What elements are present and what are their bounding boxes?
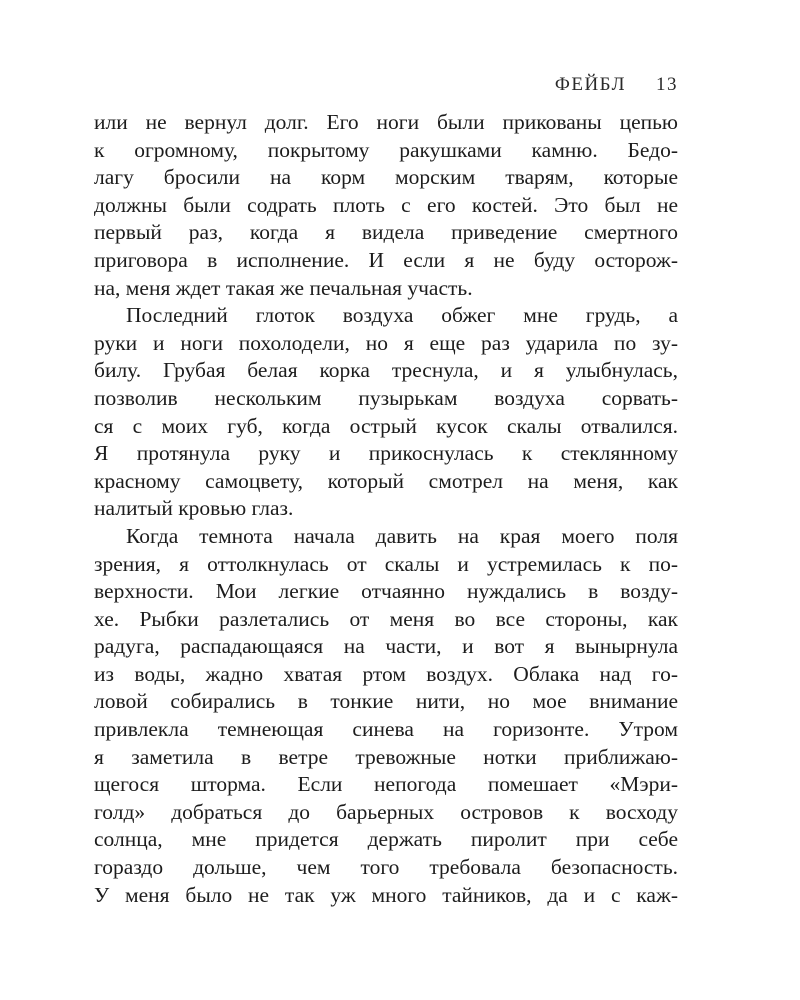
text-line: к огромному, покрытому ракушками камню. Бедо- (94, 137, 678, 162)
paragraph-2 (94, 302, 678, 523)
running-head (555, 74, 678, 96)
text-line: или не вернул долг. Его ноги были прикованы цепью (94, 110, 678, 134)
text-line: радуга, распадающаяся на части, и вот я вынырнула (94, 634, 678, 659)
text-line: Когда темнота начала давить на края моего поля (126, 523, 678, 548)
paragraph-1 (94, 109, 678, 302)
text-line: первый раз, когда я видела приведение смертного (94, 220, 678, 245)
paragraph-3 (94, 523, 678, 909)
text-line: привлекла темнеющая синева на горизонте. Утром (94, 717, 678, 742)
text-line: из воды, жадно хватая ртом воздух. Облака над го- (94, 661, 678, 686)
text-line: лагу бросили на корм морским тварям, которые (94, 165, 678, 190)
text-line: солнца, мне придется держать пиролит при себе (94, 827, 678, 852)
text-line: позволив нескольким пузырькам воздуха сорвать- (94, 385, 678, 410)
text-line: У меня было не так уж много тайников, да и с каж- (94, 882, 678, 907)
page-number: 13 (656, 74, 678, 95)
text-line: билу. Грубая белая корка треснула, и я улыбнулась, (94, 358, 678, 383)
text-line: должны были содрать плоть с его костей. Это был не (94, 192, 678, 217)
text-line: я заметила в ветре тревожные нотки приближаю- (94, 744, 678, 769)
text-line: зрения, я оттолкнулась от скалы и устремилась к по- (94, 551, 678, 576)
text-line: на, меня ждет такая же печальная участь. (94, 275, 473, 300)
body-text (94, 109, 678, 909)
text-line: красному самоцвету, который смотрел на меня, как (94, 468, 678, 493)
text-line: Я протянула руку и прикоснулась к стеклянному (94, 441, 678, 466)
text-line: голд» добраться до барьерных островов к восходу (94, 799, 678, 824)
text-line: щегося шторма. Если непогода помешает «Мэри- (94, 772, 678, 797)
text-line: ловой собирались в тонкие нити, но мое внимание (94, 689, 678, 714)
running-head-title: ФЕЙБЛ (554, 74, 626, 95)
text-line: налитый кровью глаз. (94, 496, 294, 521)
text-line: ся с моих губ, когда острый кусок скалы отвалился. (94, 413, 678, 438)
text-line: верхности. Мои легкие отчаянно нуждались в возду- (94, 579, 678, 604)
text-line: руки и ноги похолодели, но я еще раз ударила по зу- (94, 330, 678, 355)
text-line: Последний глоток воздуха обжег мне грудь, а (126, 303, 678, 328)
text-line: гораздо дольше, чем того требовала безопасность. (94, 855, 678, 880)
text-line: хе. Рыбки разлетались от меня во все стороны, как (94, 606, 678, 631)
text-line: приговора в исполнение. И если я не буду осторож- (94, 247, 678, 272)
